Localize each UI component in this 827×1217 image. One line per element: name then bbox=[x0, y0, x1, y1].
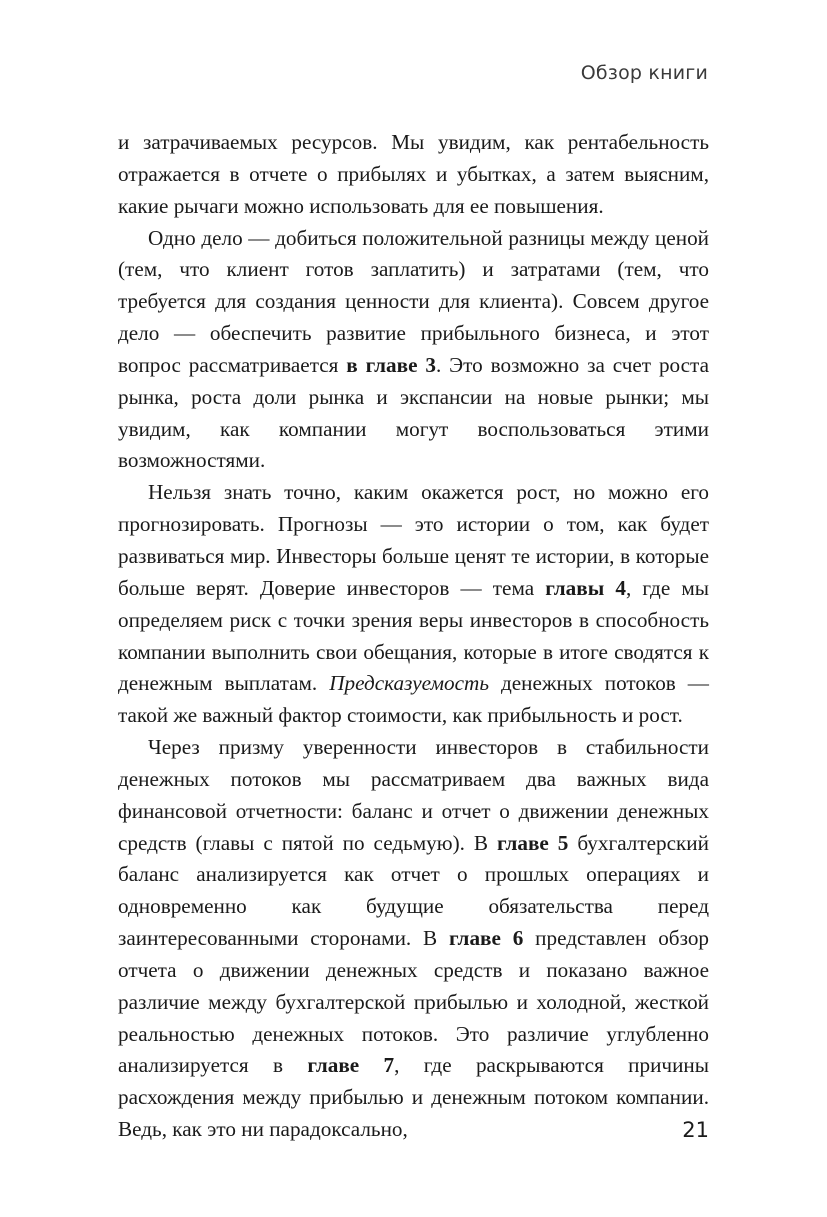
chapter-reference: главе 5 bbox=[496, 830, 569, 855]
page-number: 21 bbox=[682, 1118, 709, 1142]
chapter-reference: главы 4 bbox=[545, 575, 626, 600]
emphasis: Предсказуемость bbox=[329, 671, 489, 696]
paragraph: Нельзя знать точно, каким окажется рост, но можно его прогнозировать. Прогнозы — это истории о том, как будет развиваться мир. Инвесторы больше ценят те истории, в которые больше верят. Доверие инвесторов — тема главы 4, где мы определяем риск с точки зрения веры инвесторов в способность компании выполнить свои обещания, которые в итоге сводятся к денежным выплатам. Предсказуемость денежных потоков — такой же важный фактор стоимости, как прибыльность и рост. bbox=[118, 480, 709, 728]
body-text bbox=[118, 127, 709, 1146]
running-head-title: Обзор книги bbox=[580, 62, 708, 84]
paragraph: и затрачиваемых ресурсов. Мы увидим, как рентабельность отражается в отчете о прибылях и убытках, а затем выясним, какие рычаги можно использовать для ее повышения. bbox=[118, 130, 709, 218]
paragraph: Одно дело — добиться положительной разницы между ценой (тем, что клиент готов заплатить) и затратами (тем, что требуется для создания ценности для клиента). Совсем другое дело — обеспечить развитие прибыльного бизнеса, и этот вопрос рассматривается в главе 3. Это возможно за счет роста рынка, роста доли рынка и экспансии на новые рынки; мы увидим, как компании могут воспользоваться этими возможностями. bbox=[118, 225, 709, 473]
chapter-reference: главе 6 bbox=[449, 926, 524, 951]
paragraph: Через призму уверенности инвесторов в стабильности денежных потоков мы рассматриваем два важных вида финансовой отчетности: баланс и отчет о движении денежных средств (главы с пятой по седьмую). В главе 5 бухгалтерский баланс анализируется как отчет о прошлых операциях и одновременно как будущие обязательства перед заинтересованными сторонами. В главе 6 представлен обзор отчета о движении денежных средств и показано важное различие между бухгалтерской прибылью и холодной, жесткой реальностью денежных потоков. Это различие углубленно анализируется в главе 7, где раскрываются причины расхождения между прибылью и денежным потоком компании. Ведь, как это ни парадоксально, bbox=[118, 735, 710, 1142]
chapter-reference: в главе 3 bbox=[346, 352, 436, 377]
chapter-reference: главе 7 bbox=[307, 1053, 395, 1078]
